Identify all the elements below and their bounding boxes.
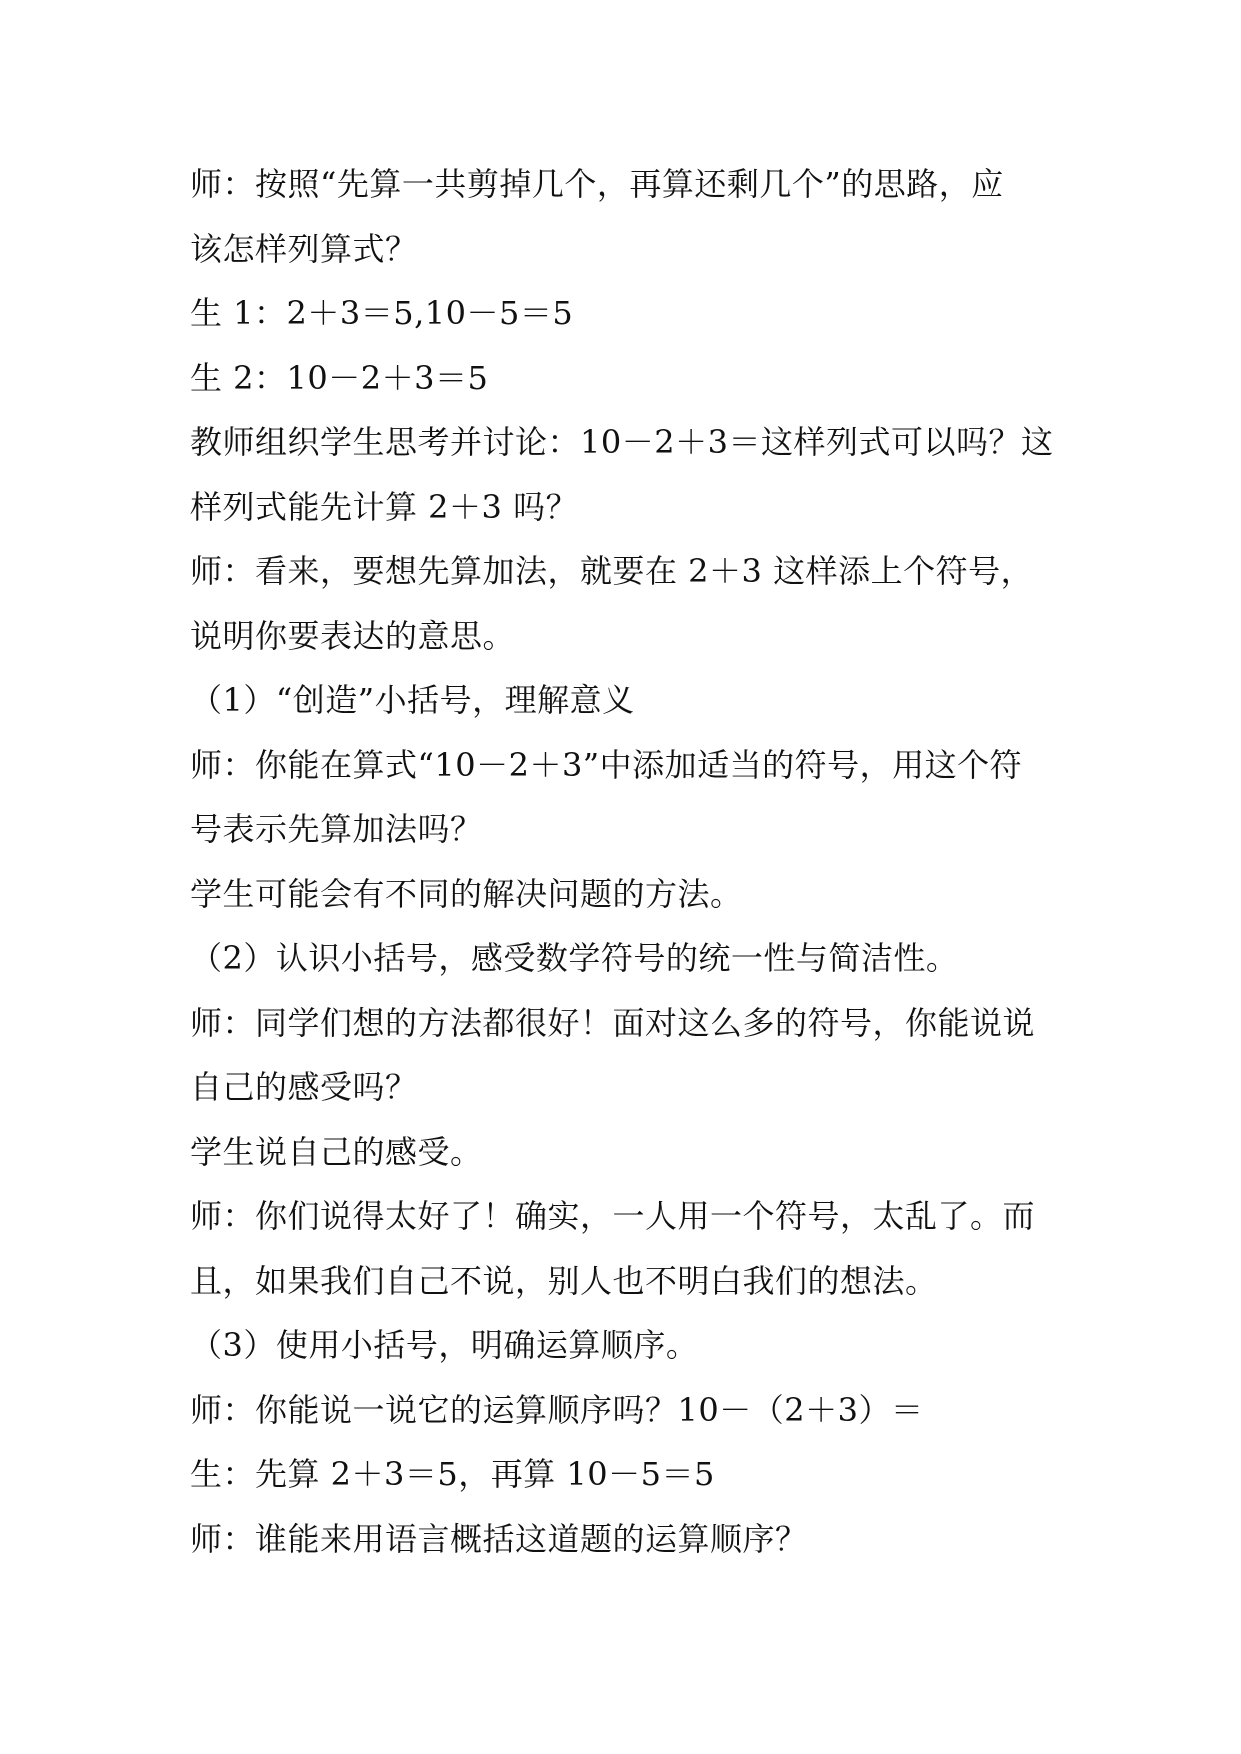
text-line: 师：按照“先算一共剪掉几个，再算还剩几个”的思路，应	[190, 165, 1004, 203]
text-line: 号表示先算加法吗？	[190, 810, 483, 848]
document-body	[190, 152, 1060, 1571]
text-line: 师：同学们想的方法都很好！面对这么多的符号，你能说说	[190, 1003, 1036, 1042]
text-line: 教师组织学生思考并讨论：10－2＋3＝这样列式可以吗？这	[190, 423, 1054, 461]
text-line: 生：先算 2＋3＝5，再算 10－5＝5	[190, 1455, 715, 1493]
section-heading: （3）使用小括号，明确运算顺序。	[190, 1326, 699, 1364]
text-line: 师：你能说一说它的运算顺序吗？10－（2＋3）＝	[190, 1390, 924, 1429]
text-line: 自己的感受吗？	[190, 1068, 418, 1106]
text-line: 说明你要表达的意思。	[190, 616, 516, 655]
text-line: 生 1：2＋3＝5,10－5＝5	[190, 294, 574, 332]
text-line: 师：看来，要想先算加法，就要在 2＋3 这样添上个符号，	[190, 552, 1034, 590]
text-line: 样列式能先计算 2＋3 吗？	[190, 487, 579, 526]
text-line: 师：你能在算式“10－2＋3”中添加适当的符号，用这个符	[190, 745, 1023, 784]
text-line: 师：谁能来用语言概括这道题的运算顺序？	[190, 1519, 808, 1558]
text-line: 生 2：10－2＋3＝5	[190, 358, 489, 397]
section-heading: （1）“创造”小括号，理解意义	[190, 681, 635, 719]
text-line: 师：你们说得太好了！确实，一人用一个符号，太乱了。而	[190, 1197, 1036, 1235]
text-line: 该怎样列算式？	[190, 229, 418, 268]
section-heading: （2）认识小括号，感受数学符号的统一性与简洁性。	[190, 939, 959, 977]
text-line: 学生说自己的感受。	[190, 1132, 483, 1171]
text-line: 学生可能会有不同的解决问题的方法。	[190, 874, 743, 913]
text-line: 且，如果我们自己不说，别人也不明白我们的想法。	[190, 1261, 938, 1300]
